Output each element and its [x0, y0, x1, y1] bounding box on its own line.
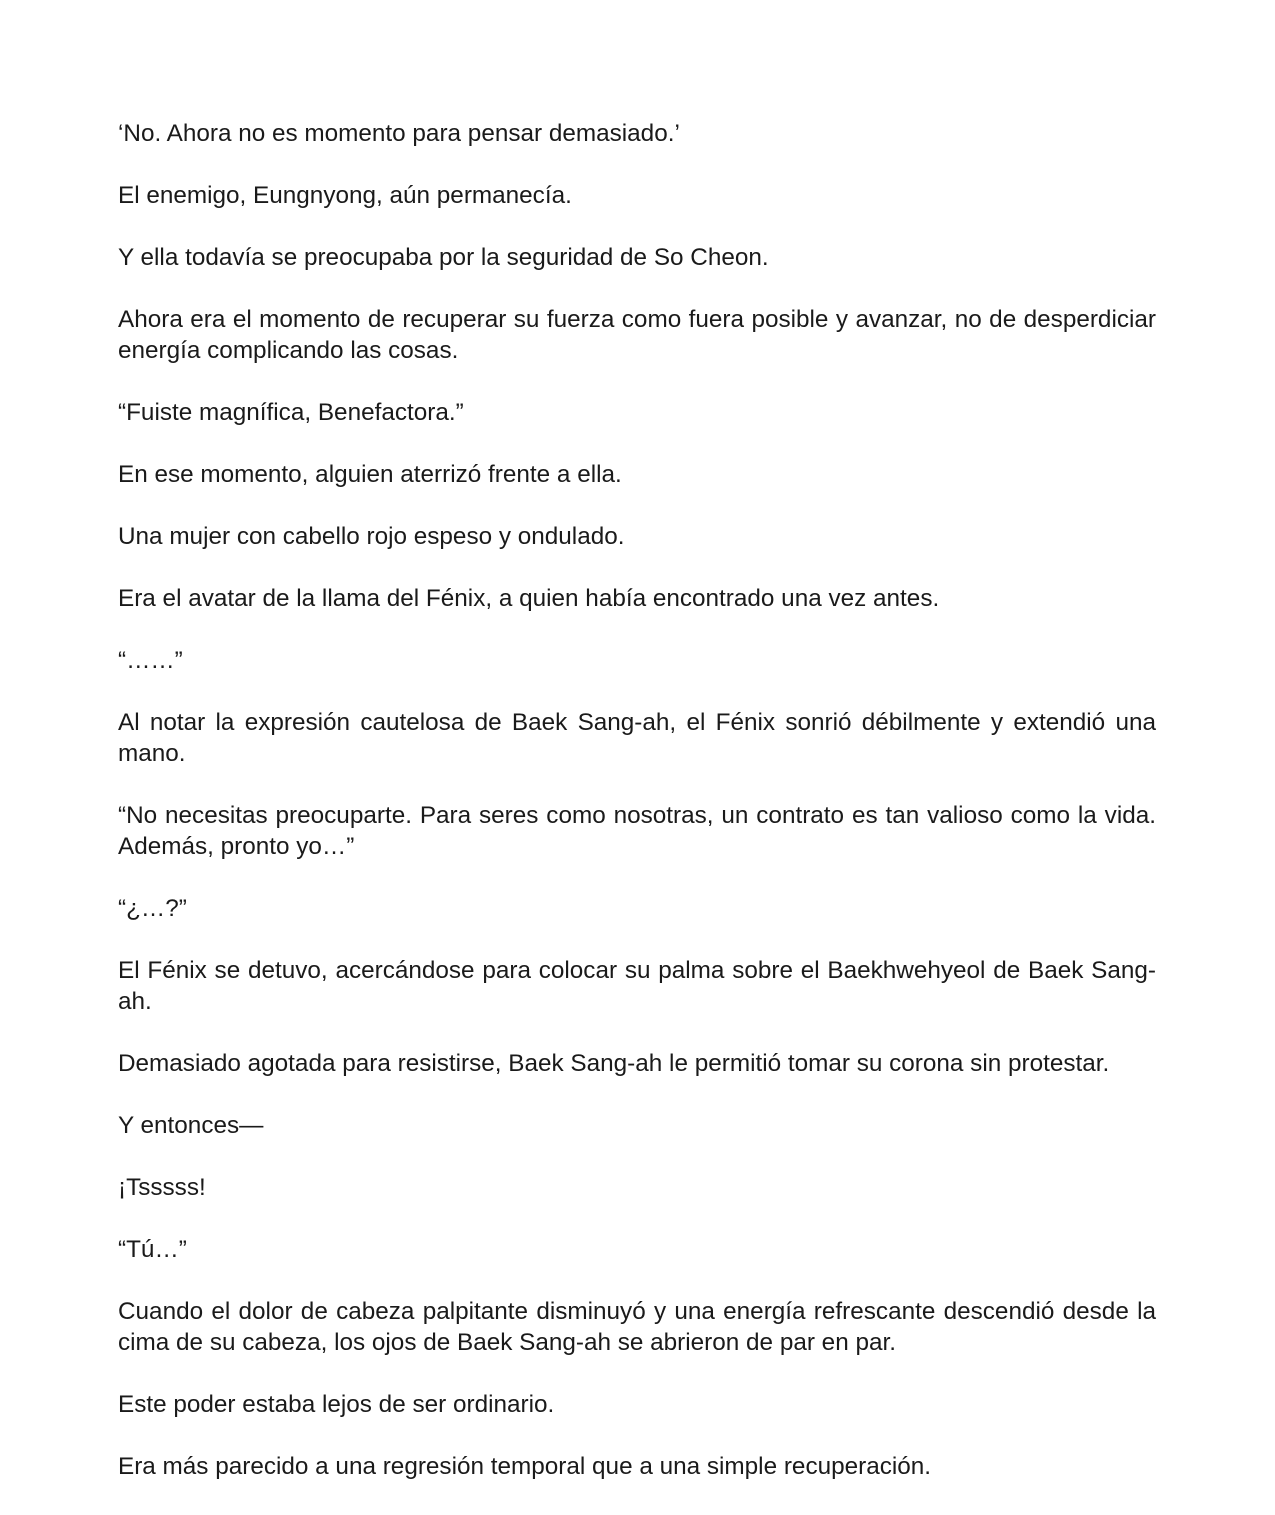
- paragraph: En ese momento, alguien aterrizó frente a ella.: [118, 461, 622, 488]
- paragraph: Ahora era el momento de recuperar su fuerza como fuera posible y avanzar, no de desperdiciar energía complicando las cosas.: [118, 306, 1156, 364]
- paragraph: “No necesitas preocuparte. Para seres como nosotras, un contrato es tan valioso como la vida. Además, pronto yo…”: [118, 802, 1156, 860]
- paragraph: “¿…?”: [118, 895, 187, 922]
- paragraph: El enemigo, Eungnyong, aún permanecía.: [118, 182, 572, 209]
- paragraph: Y ella todavía se preocupaba por la seguridad de So Cheon.: [118, 244, 769, 271]
- paragraph: Y entonces—: [118, 1112, 264, 1139]
- paragraph: Una mujer con cabello rojo espeso y ondulado.: [118, 523, 625, 550]
- paragraph: El Fénix se detuvo, acercándose para colocar su palma sobre el Baekhwehyeol de Baek Sang-ah.: [118, 957, 1156, 1015]
- paragraph: “Fuiste magnífica, Benefactora.”: [118, 399, 464, 426]
- paragraph: Al notar la expresión cautelosa de Baek Sang-ah, el Fénix sonrió débilmente y extendió una mano.: [118, 709, 1156, 767]
- paragraph: “……”: [118, 647, 183, 674]
- paragraph: ‘No. Ahora no es momento para pensar demasiado.’: [118, 120, 680, 147]
- paragraph: “Tú…”: [118, 1236, 187, 1263]
- paragraph: Era más parecido a una regresión temporal que a una simple recuperación.: [118, 1453, 932, 1480]
- paragraph: ¡Tsssss!: [118, 1174, 206, 1201]
- paragraph: Cuando el dolor de cabeza palpitante disminuyó y una energía refrescante descendió desde la cima de su cabeza, los ojos de Baek Sang-ah se abrieron de par en par.: [118, 1298, 1156, 1356]
- paragraph: Era el avatar de la llama del Fénix, a quien había encontrado una vez antes.: [118, 585, 940, 612]
- paragraph: Demasiado agotada para resistirse, Baek Sang-ah le permitió tomar su corona sin protestar.: [118, 1050, 1110, 1077]
- paragraph: Este poder estaba lejos de ser ordinario.: [118, 1391, 555, 1418]
- document-body: [118, 118, 1156, 1513]
